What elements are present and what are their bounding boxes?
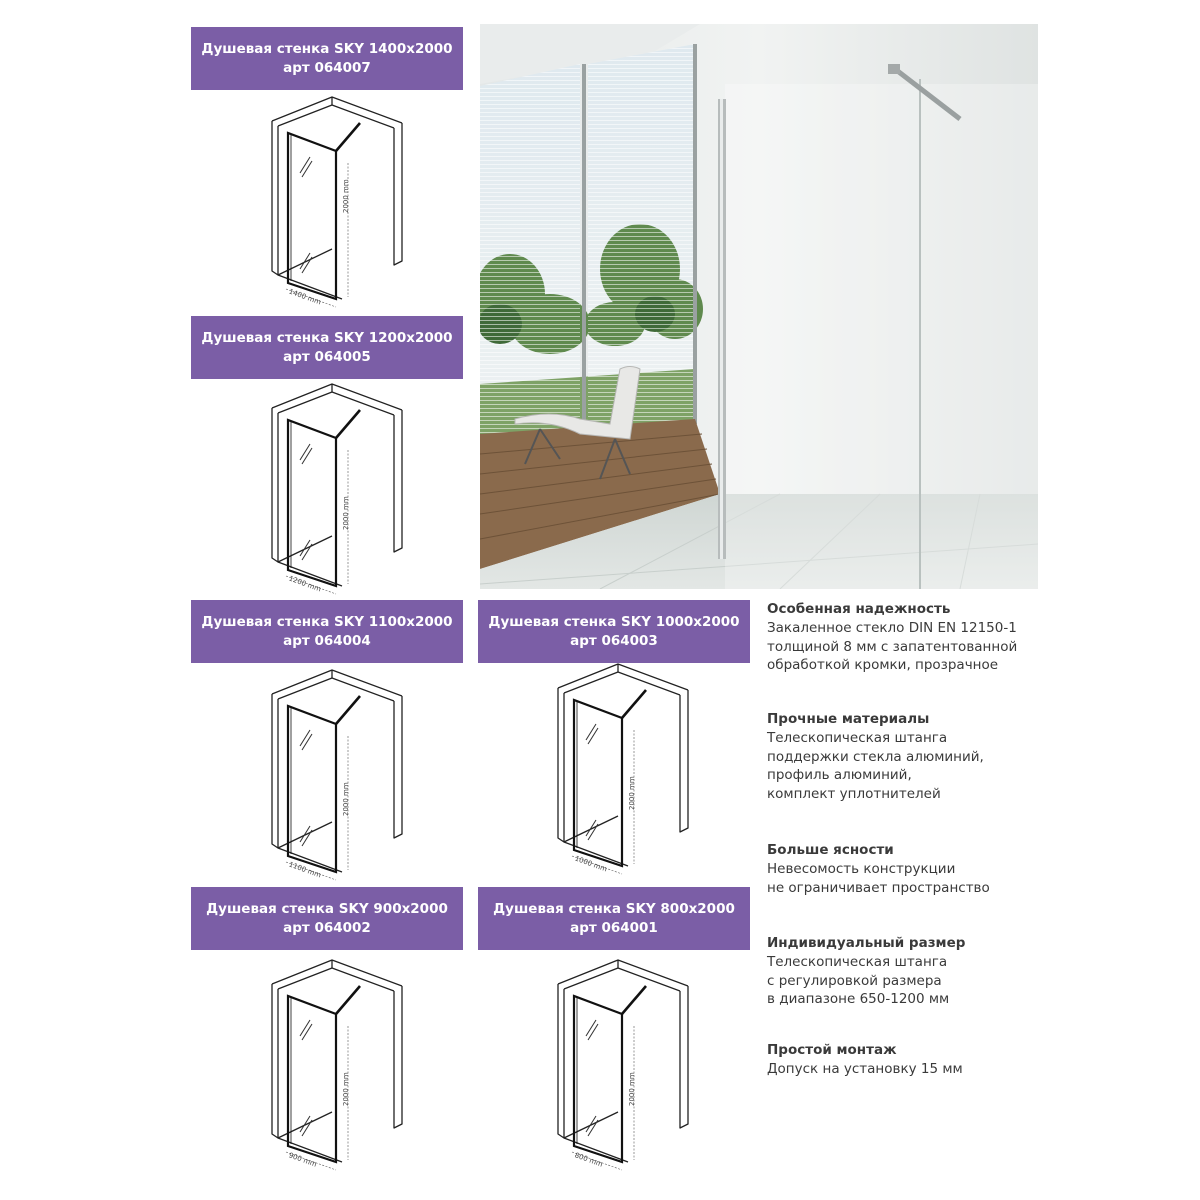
shower-wall-diagram [548, 956, 748, 1176]
product-banner-800 [478, 887, 750, 950]
width-dimension-label: 800 mm [573, 1151, 604, 1169]
feature-custom-size [767, 934, 1067, 1009]
drawing-1200 [262, 380, 462, 600]
product-banner-1100 [191, 600, 463, 663]
product-article: арт 064004 [283, 633, 371, 649]
product-title: Душевая стенка SKY 1000х2000 [488, 614, 740, 630]
width-dimension-label: 1000 mm [573, 854, 609, 874]
product-article: арт 064001 [570, 920, 658, 936]
drawing-800 [548, 956, 748, 1176]
shower-wall-diagram [548, 660, 748, 880]
product-banner-1000 [478, 600, 750, 663]
feature-text: Закаленное стекло DIN EN 12150-1 толщиной 8 мм с запатентованной обработкой кромки, прозрачное [767, 620, 1018, 673]
shower-wall-diagram [262, 380, 462, 600]
feature-title: Больше ясности [767, 842, 894, 858]
product-banner-1200 [191, 316, 463, 379]
height-dimension-label: 2000 mm [628, 1072, 636, 1106]
width-dimension-label: 1400 mm [287, 287, 323, 307]
shower-wall-diagram [262, 666, 462, 886]
height-dimension-label: 2000 mm [342, 496, 350, 530]
feature-title: Простой монтаж [767, 1042, 897, 1058]
feature-reliability [767, 600, 1067, 675]
feature-title: Индивидуальный размер [767, 935, 966, 951]
height-dimension-label: 2000 mm [628, 776, 636, 810]
feature-title: Прочные материалы [767, 711, 930, 727]
product-article: арт 064005 [283, 349, 371, 365]
feature-materials [767, 710, 1067, 803]
product-title: Душевая стенка SKY 1200х2000 [201, 330, 453, 346]
height-dimension-label: 2000 mm [342, 179, 350, 213]
product-title: Душевая стенка SKY 900х2000 [206, 901, 448, 917]
shower-wall-diagram [262, 956, 462, 1176]
product-title: Душевая стенка SKY 800х2000 [493, 901, 735, 917]
product-banner-1400 [191, 27, 463, 90]
product-photo [480, 24, 1038, 589]
width-dimension-label: 900 mm [287, 1151, 318, 1169]
feature-text: Телескопическая штанга с регулировкой размера в диапазоне 650-1200 мм [767, 954, 950, 1007]
feature-installation [767, 1041, 1067, 1079]
product-article: арт 064002 [283, 920, 371, 936]
product-article: арт 064003 [570, 633, 658, 649]
product-title: Душевая стенка SKY 1100х2000 [201, 614, 453, 630]
drawing-1100 [262, 666, 462, 886]
width-dimension-label: 1100 mm [287, 860, 323, 880]
product-title: Душевая стенка SKY 1400х2000 [201, 41, 453, 57]
shower-wall-diagram [262, 93, 462, 313]
product-banner-900 [191, 887, 463, 950]
feature-text: Невесомость конструкции не ограничивает пространство [767, 861, 990, 896]
drawing-1000 [548, 660, 748, 880]
width-dimension-label: 1200 mm [287, 574, 323, 594]
feature-text: Телескопическая штанга поддержки стекла алюминий, профиль алюминий, комплект уплотнителей [767, 730, 984, 802]
feature-text: Допуск на установку 15 мм [767, 1061, 963, 1077]
drawing-1400 [262, 93, 462, 313]
feature-clarity [767, 841, 1067, 897]
drawing-900 [262, 956, 462, 1176]
feature-title: Особенная надежность [767, 601, 951, 617]
height-dimension-label: 2000 mm [342, 1072, 350, 1106]
height-dimension-label: 2000 mm [342, 782, 350, 816]
product-article: арт 064007 [283, 60, 371, 76]
